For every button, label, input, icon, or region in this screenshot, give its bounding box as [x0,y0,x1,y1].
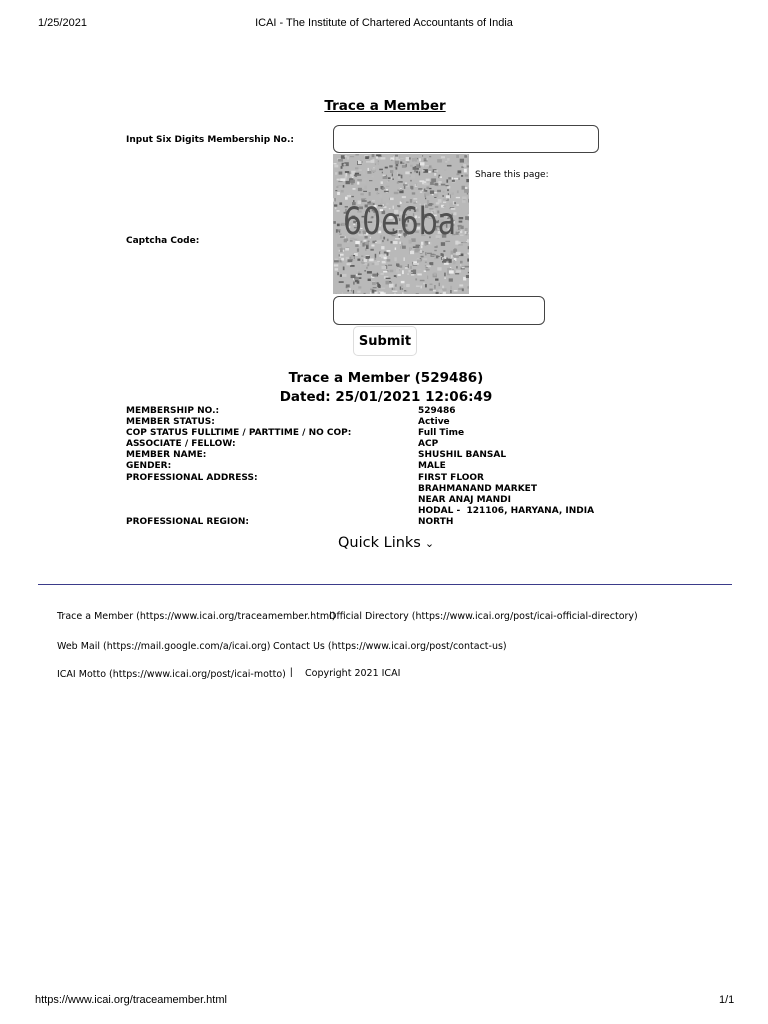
detail-value: ACP [418,439,439,450]
quick-links-label: Quick Links [338,535,421,551]
footer-divider [38,584,732,585]
detail-value: NEAR ANAJ MANDI [418,494,511,505]
captcha-image [333,154,469,294]
detail-key: ASSOCIATE / FELLOW: [126,439,236,450]
footer-link-icai-motto[interactable]: ICAI Motto (https://www.icai.org/post/icai-motto) [57,669,286,680]
footer-link-web-mail[interactable]: Web Mail (https://mail.google.com/a/icai.org) [57,641,271,652]
detail-key: MEMBER STATUS: [126,417,215,428]
footer-link-trace-member[interactable]: Trace a Member (https://www.icai.org/traceamember.html) [57,611,336,622]
footer-copyright: Copyright 2021 ICAI [305,668,401,679]
submit-button[interactable]: Submit [353,326,417,356]
detail-value: HODAL - 121106, HARYANA, INDIA [418,505,595,516]
detail-row [126,428,646,439]
detail-key: MEMBER NAME: [126,450,207,461]
detail-row [126,473,646,484]
detail-key [126,495,418,506]
detail-row [126,450,646,461]
detail-key [126,506,418,517]
member-details [126,406,646,528]
detail-value: SHUSHIL BANSAL [418,450,507,461]
detail-key: PROFESSIONAL REGION: [126,516,249,527]
membership-label: Input Six Digits Membership No.: [126,135,295,145]
detail-row [126,439,646,450]
print-page-number: 1/1 [719,994,735,1006]
print-title: ICAI - The Institute of Chartered Accountants of India [255,17,513,29]
print-url: https://www.icai.org/traceamember.html [35,994,227,1006]
detail-row [126,417,646,428]
detail-key [126,484,418,495]
result-title: Trace a Member (529486) [288,370,484,386]
detail-row [126,406,646,417]
detail-row [126,517,646,528]
detail-value: NORTH [418,516,454,527]
share-label: Share this page: [475,170,549,180]
result-dated: Dated: 25/01/2021 12:06:49 [279,389,493,405]
detail-value: Active [418,417,450,428]
detail-value: 529486 [418,406,456,416]
print-date: 1/25/2021 [38,17,87,29]
detail-row [126,461,646,472]
detail-row [126,506,646,517]
chevron-down-icon: ⌄ [424,537,435,550]
detail-value: BRAHMANAND MARKET [418,483,537,494]
detail-key: PROFESSIONAL ADDRESS: [126,472,258,483]
captcha-label: Captcha Code: [126,236,200,246]
detail-value: MALE [418,461,446,472]
detail-key: COP STATUS FULLTIME / PARTTIME / NO COP: [126,428,352,439]
detail-value: Full Time [418,428,465,439]
detail-row [126,495,646,506]
detail-value: FIRST FLOOR [418,472,484,483]
footer-link-official-directory[interactable]: Official Directory (https://www.icai.org/post/icai-official-directory) [329,611,638,622]
quick-links-toggle[interactable] [338,535,434,551]
footer-link-contact-us[interactable]: Contact Us (https://www.icai.org/post/contact-us) [273,641,507,652]
detail-row [126,484,646,495]
footer-separator: | [290,667,293,678]
captcha-input[interactable] [333,296,545,325]
page-title: Trace a Member [324,98,446,114]
detail-key: MEMBERSHIP NO.: [126,406,220,416]
detail-key: GENDER: [126,461,172,472]
membership-input[interactable] [333,125,599,153]
captcha-text: 60e6ba [343,199,457,244]
